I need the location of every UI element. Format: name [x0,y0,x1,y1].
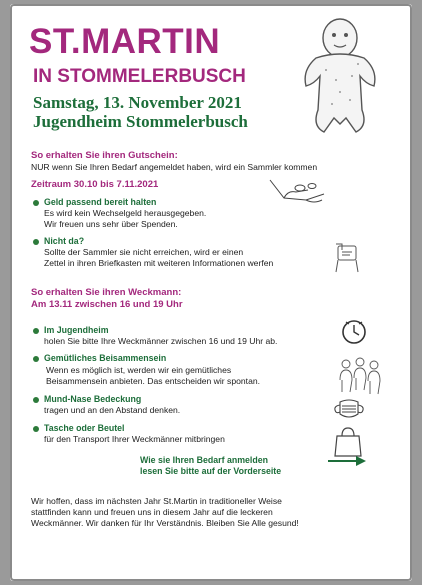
bullet-title-maske: Mund-Nase Bedeckung [44,394,142,404]
bullet-text: Sollte der Sammler sie nicht erreichen, wird er einen [44,247,244,257]
mailbox-letter-icon [330,240,362,276]
bullet-text: für den Transport Ihrer Weckmänner mitbringen [44,434,225,444]
bullet-text: Wir freuen uns sehr über Spenden. [44,219,178,229]
coin-hand-icon [266,176,328,206]
bullet-title-tasche: Tasche oder Beutel [44,423,125,433]
bullet-dot [33,397,39,403]
bullet-title-nicht-da: Nicht da? [44,236,85,246]
clock-icon [340,318,368,346]
bullet-text: Beisammensein anbieten. Das entscheiden wir spontan. [46,376,261,386]
bullet-text: Wenn es möglich ist, werden wir ein gemütliches [46,365,232,375]
gutschein-period: Zeitraum 30.10 bis 7.11.2021 [31,179,159,190]
note-line-2: lesen Sie bitte auf der Vorderseite [140,466,282,476]
weckmann-figure-icon [296,14,384,136]
bullet-dot [33,426,39,432]
arrow-right-icon [326,454,368,468]
face-mask-icon [332,396,366,422]
note-line-1: Wie sie Ihren Bedarf anmelden [140,455,269,465]
people-group-icon [336,354,384,398]
bullet-text: holen Sie bitte Ihre Weckmänner zwischen 16 und 19 Uhr ab. [44,336,278,346]
closing-line: Weckmänner. Wir danken für Ihr Verständnis. Bleiben Sie Alle gesund! [31,518,299,528]
event-date: Samstag, 13. November 2021 [33,93,242,112]
bullet-title-beisammensein: Gemütliches Beisammensein [44,353,167,363]
bullet-text: Es wird kein Wechselgeld herausgegeben. [44,208,207,218]
event-location: Jugendheim Stommelerbusch [33,112,248,131]
closing-line: stattfinden kann und freuen uns in diesem Jahr auf die leckeren [31,507,273,517]
bullet-dot [33,239,39,245]
bullet-title-jugendheim: Im Jugendheim [44,325,109,335]
bullet-title-geld: Geld passend bereit halten [44,197,157,207]
closing-line: Wir hoffen, dass im nächsten Jahr St.Martin in traditioneller Weise [31,496,282,506]
bullet-text: tragen und an den Abstand denken. [44,405,181,415]
page-title: ST.MARTIN [29,22,221,61]
bullet-dot [33,356,39,362]
bullet-text: Zettel in ihren Briefkasten mit weiteren Informationen werfen [44,258,274,268]
bullet-dot [33,328,39,334]
page-subtitle: IN STOMMELERBUSCH [33,66,246,87]
bullet-dot [33,200,39,206]
weckmann-period: Am 13.11 zwischen 16 und 19 Uhr [31,299,183,310]
weckmann-heading: So erhalten Sie ihren Weckmann: [31,287,182,298]
gutschein-heading: So erhalten Sie ihren Gutschein: [31,150,178,161]
gutschein-text: NUR wenn Sie Ihren Bedarf angemeldet haben, wird ein Sammler kommen [31,162,318,172]
